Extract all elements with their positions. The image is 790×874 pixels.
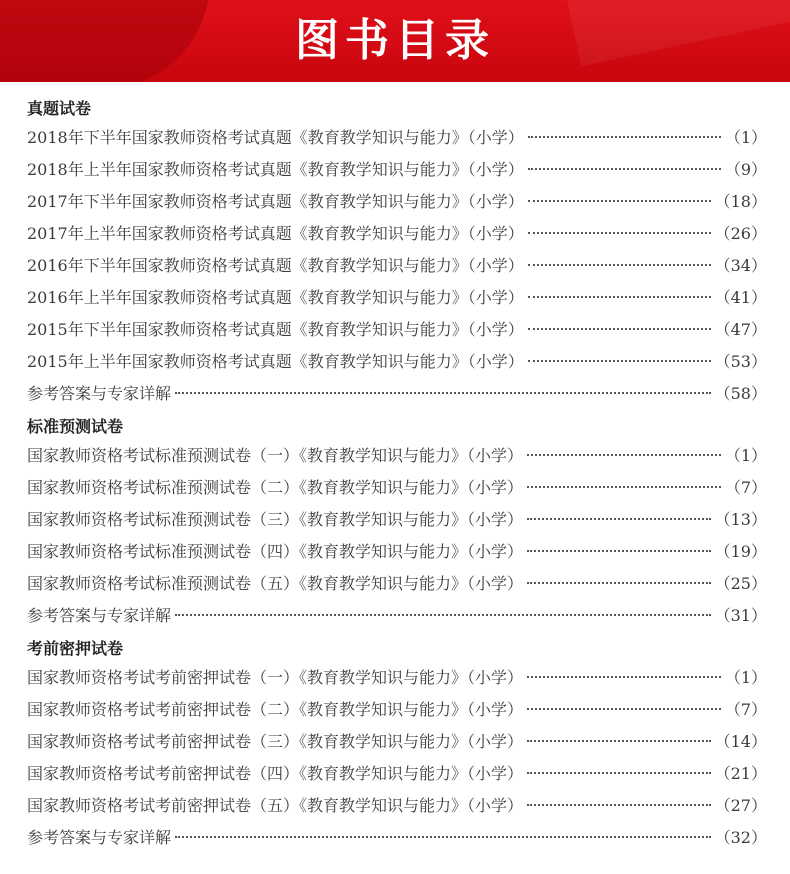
toc-entry-page: （1） bbox=[724, 128, 767, 147]
dot-leader bbox=[527, 804, 711, 806]
toc-entry-title: 2016年上半年国家教师资格考试真题《教育教学知识与能力》（小学） bbox=[27, 288, 524, 307]
toc-entry-page: （31） bbox=[714, 606, 767, 625]
toc-entry-title: 2018年上半年国家教师资格考试真题《教育教学知识与能力》（小学） bbox=[27, 160, 524, 179]
toc-entry bbox=[27, 472, 767, 504]
dot-leader bbox=[527, 708, 721, 710]
dot-leader bbox=[528, 328, 711, 330]
dot-leader bbox=[527, 676, 721, 678]
dot-leader bbox=[528, 136, 721, 138]
toc-entry bbox=[27, 822, 767, 854]
page-title: 图书目录 bbox=[295, 15, 495, 66]
toc-entry-page: （14） bbox=[714, 732, 767, 751]
dot-leader bbox=[527, 454, 721, 456]
toc-entry-page: （21） bbox=[714, 764, 767, 783]
toc-entry-title: 2015年下半年国家教师资格考试真题《教育教学知识与能力》（小学） bbox=[27, 320, 524, 339]
toc-entry-page: （13） bbox=[714, 510, 767, 529]
dot-leader bbox=[528, 264, 711, 266]
toc-entry-title: 参考答案与专家详解 bbox=[27, 384, 172, 403]
toc-entry-title: 2018年下半年国家教师资格考试真题《教育教学知识与能力》（小学） bbox=[27, 128, 524, 147]
dot-leader bbox=[527, 740, 711, 742]
toc-entry bbox=[27, 186, 767, 218]
toc-entry-title: 国家教师资格考试考前密押试卷（二）《教育教学知识与能力》（小学） bbox=[27, 700, 524, 719]
toc-entry-page: （7） bbox=[724, 700, 767, 719]
toc-entry bbox=[27, 378, 767, 410]
toc-entry-title: 2016年下半年国家教师资格考试真题《教育教学知识与能力》（小学） bbox=[27, 256, 524, 275]
dot-leader bbox=[175, 836, 711, 838]
dot-leader bbox=[527, 550, 711, 552]
toc-entry bbox=[27, 536, 767, 568]
toc-entry bbox=[27, 726, 767, 758]
dot-leader bbox=[527, 486, 721, 488]
toc-entry bbox=[27, 250, 767, 282]
toc-entry bbox=[27, 314, 767, 346]
toc-entry-page: （34） bbox=[714, 256, 767, 275]
toc-entry bbox=[27, 758, 767, 790]
toc-entry-title: 国家教师资格考试标准预测试卷（五）《教育教学知识与能力》（小学） bbox=[27, 574, 524, 593]
toc-entry-page: （9） bbox=[724, 160, 767, 179]
toc-entry-title: 国家教师资格考试标准预测试卷（四）《教育教学知识与能力》（小学） bbox=[27, 542, 524, 561]
toc-entry-title: 参考答案与专家详解 bbox=[27, 606, 172, 625]
dot-leader bbox=[528, 296, 711, 298]
section-heading: 真题试卷 bbox=[27, 99, 92, 118]
dot-leader bbox=[528, 168, 721, 170]
toc-entry-page: （19） bbox=[714, 542, 767, 561]
dot-leader bbox=[527, 518, 711, 520]
toc-entry-title: 国家教师资格考试考前密押试卷（一）《教育教学知识与能力》（小学） bbox=[27, 668, 524, 687]
toc-entry-page: （41） bbox=[714, 288, 767, 307]
toc-entry-title: 2015年上半年国家教师资格考试真题《教育教学知识与能力》（小学） bbox=[27, 352, 524, 371]
toc-entry-title: 国家教师资格考试标准预测试卷（二）《教育教学知识与能力》（小学） bbox=[27, 478, 524, 497]
dot-leader bbox=[528, 200, 711, 202]
dot-leader bbox=[527, 772, 711, 774]
toc-entry bbox=[27, 662, 767, 694]
table-of-contents bbox=[27, 96, 767, 854]
toc-entry-page: （58） bbox=[714, 384, 767, 403]
header-banner bbox=[0, 0, 790, 82]
toc-entry-title: 国家教师资格考试标准预测试卷（三）《教育教学知识与能力》（小学） bbox=[27, 510, 524, 529]
toc-entry bbox=[27, 346, 767, 378]
toc-entry-page: （7） bbox=[724, 478, 767, 497]
toc-entry bbox=[27, 600, 767, 632]
toc-entry-page: （25） bbox=[714, 574, 767, 593]
dot-leader bbox=[175, 392, 711, 394]
toc-entry bbox=[27, 440, 767, 472]
toc-entry-page: （1） bbox=[724, 446, 767, 465]
toc-entry-page: （53） bbox=[714, 352, 767, 371]
section-heading: 考前密押试卷 bbox=[27, 639, 124, 658]
toc-entry-page: （18） bbox=[714, 192, 767, 211]
dot-leader bbox=[175, 614, 711, 616]
toc-entry-page: （1） bbox=[724, 668, 767, 687]
dot-leader bbox=[528, 360, 711, 362]
section-heading: 标准预测试卷 bbox=[27, 417, 124, 436]
toc-entry-title: 参考答案与专家详解 bbox=[27, 828, 172, 847]
toc-entry-title: 国家教师资格考试考前密押试卷（五）《教育教学知识与能力》（小学） bbox=[27, 796, 524, 815]
toc-entry-title: 国家教师资格考试考前密押试卷（四）《教育教学知识与能力》（小学） bbox=[27, 764, 524, 783]
toc-entry bbox=[27, 568, 767, 600]
toc-entry-page: （26） bbox=[714, 224, 767, 243]
toc-entry-page: （32） bbox=[714, 828, 767, 847]
toc-entry bbox=[27, 504, 767, 536]
dot-leader bbox=[528, 232, 711, 234]
toc-entry-title: 国家教师资格考试考前密押试卷（三）《教育教学知识与能力》（小学） bbox=[27, 732, 524, 751]
toc-entry-page: （47） bbox=[714, 320, 767, 339]
toc-entry-title: 2017年下半年国家教师资格考试真题《教育教学知识与能力》（小学） bbox=[27, 192, 524, 211]
toc-entry-title: 国家教师资格考试标准预测试卷（一）《教育教学知识与能力》（小学） bbox=[27, 446, 524, 465]
toc-entry bbox=[27, 790, 767, 822]
dot-leader bbox=[527, 582, 711, 584]
toc-entry-page: （27） bbox=[714, 796, 767, 815]
toc-entry bbox=[27, 218, 767, 250]
toc-entry bbox=[27, 282, 767, 314]
toc-entry bbox=[27, 694, 767, 726]
toc-entry bbox=[27, 122, 767, 154]
toc-entry bbox=[27, 154, 767, 186]
toc-entry-title: 2017年上半年国家教师资格考试真题《教育教学知识与能力》（小学） bbox=[27, 224, 524, 243]
